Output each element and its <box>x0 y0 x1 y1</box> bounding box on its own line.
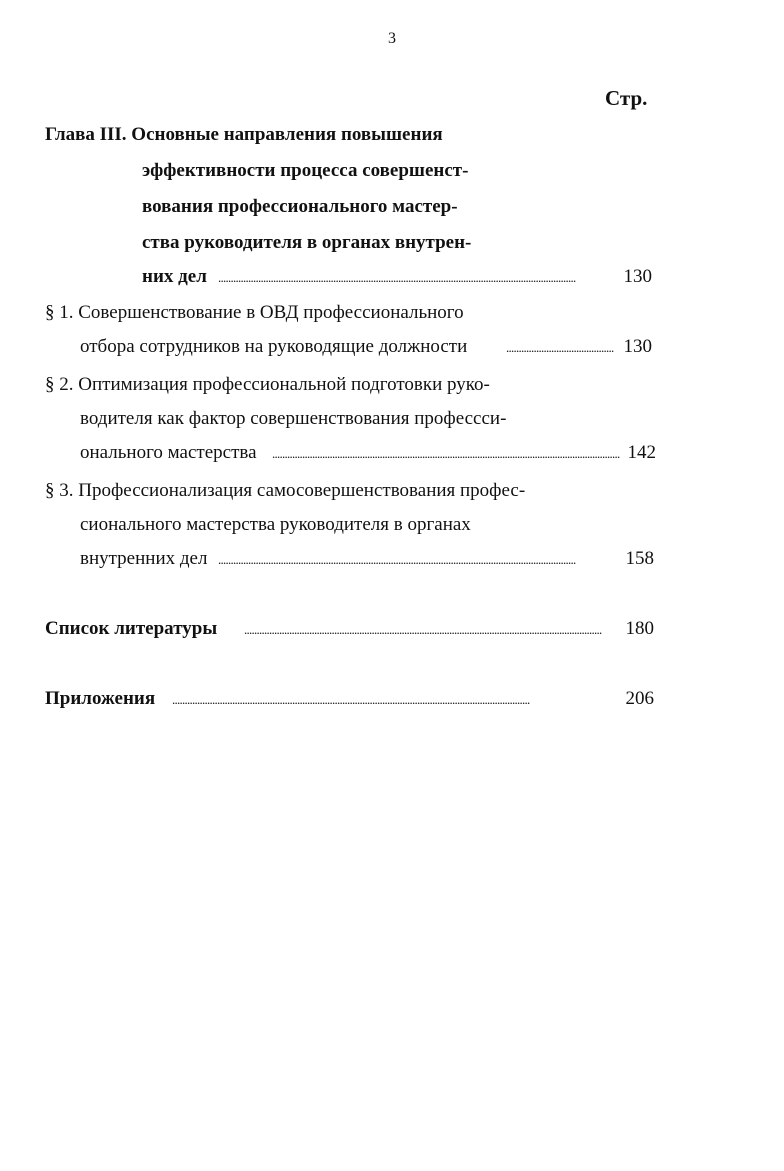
dot-leader <box>272 438 620 468</box>
chapter-line-1: Глава III. Основные направления повышения <box>45 124 443 145</box>
section-3-line-3: внутренних дел <box>80 548 208 569</box>
section-3-line-2: сионального мастерства руководителя в органах <box>80 514 471 535</box>
section-1-page-number: 130 <box>623 336 652 357</box>
chapter-line-3: вования профессионального мастер- <box>142 196 458 217</box>
section-2-line-3: онального мастерства <box>80 442 257 463</box>
appendices-page-number: 206 <box>625 688 654 709</box>
section-1-line-1: § 1. Совершенствование в ОВД профессионального <box>45 302 464 323</box>
bibliography-page-number: 180 <box>625 618 654 639</box>
chapter-line-5: них дел <box>142 266 207 287</box>
section-1-line-2: отбора сотрудников на руководящие должности <box>80 336 468 357</box>
dot-leader <box>218 544 618 574</box>
bibliography-label: Список литературы <box>45 618 218 639</box>
section-2-page-number: 142 <box>627 442 656 463</box>
dot-leader <box>244 614 614 644</box>
appendices-label: Приложения <box>45 688 156 709</box>
section-3-line-1: § 3. Профессионализация самосовершенствования профес- <box>45 480 526 501</box>
page-column-header: Стр. <box>605 86 648 110</box>
section-2-line-2: водителя как фактор совершенствования профессси- <box>80 408 507 429</box>
dot-leader <box>172 684 614 714</box>
chapter-page-number: 130 <box>623 266 652 287</box>
section-2-line-1: § 2. Оптимизация профессиональной подготовки руко- <box>45 374 490 395</box>
dot-leader <box>506 332 614 362</box>
chapter-line-2: эффективности процесса совершенст- <box>142 160 469 181</box>
page-number: 3 <box>388 30 396 47</box>
section-3-page-number: 158 <box>625 548 654 569</box>
chapter-line-4: ства руководителя в органах внутрен- <box>142 232 472 253</box>
dot-leader <box>218 262 614 292</box>
